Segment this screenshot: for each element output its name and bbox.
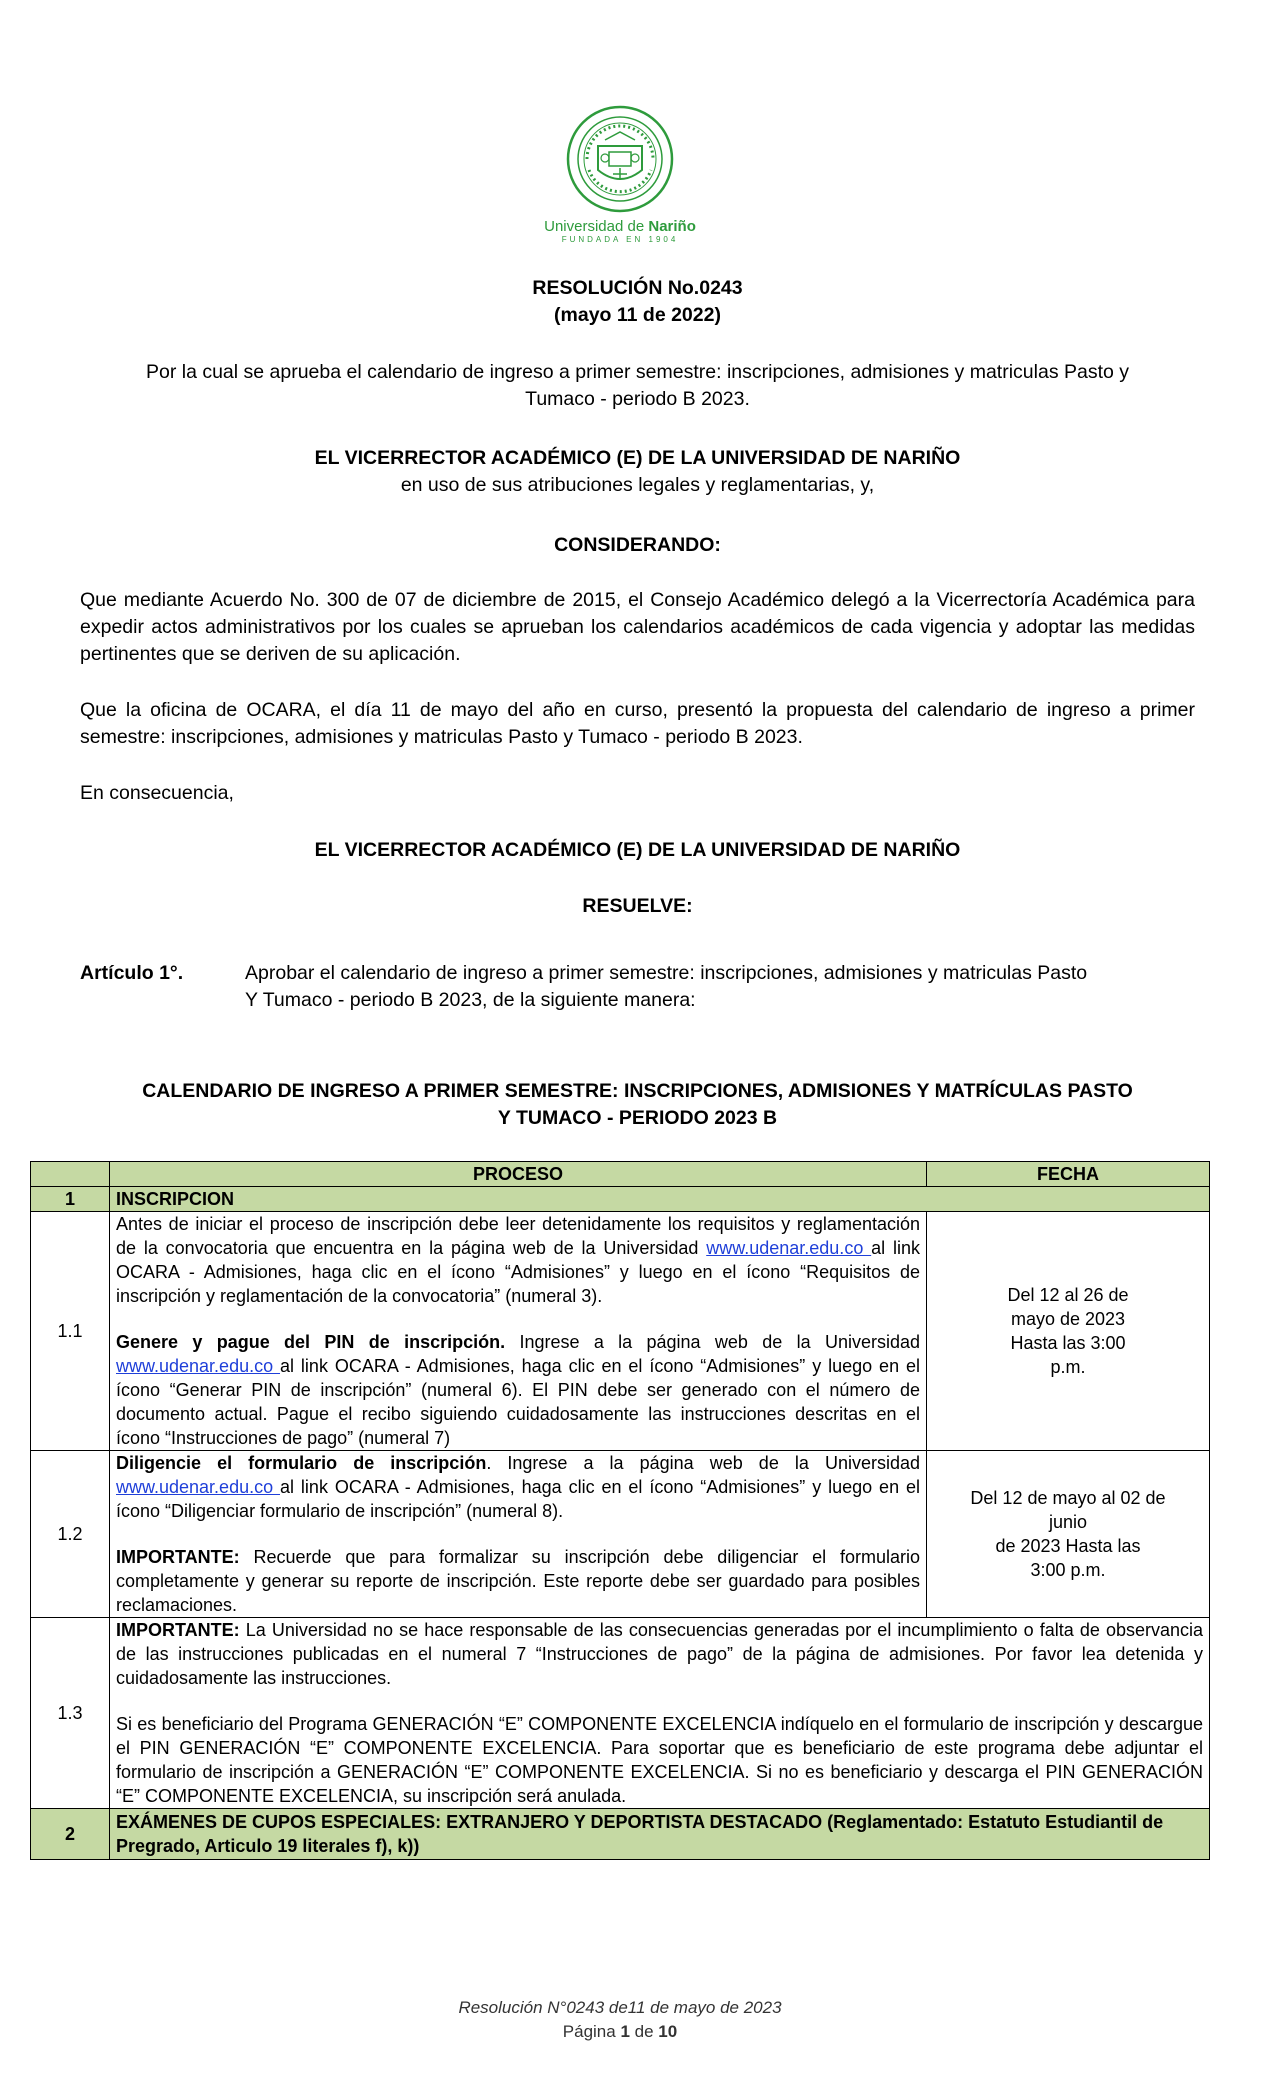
row-text: Ingrese a la página web de la Universidad	[505, 1332, 920, 1352]
article-label: Artículo 1°.	[80, 962, 184, 984]
row-text: Si es beneficiario del Programa GENERACIÓN “E” COMPONENTE EXCELENCIA indíquelo en el formulario de inscripción y descargue el PIN GENERACIÓN “E” COMPONENTE EXCELENCIA. Para soportar que es beneficiario de este programa debe adjuntar el formulario de inscripción a GENERACIÓN “E” COMPONENTE EXCELENCIA. Si no es beneficiario y descarga el PIN GENERACIÓN “E” COMPONENTE EXCELENCIA, su inscripción será anulada.	[116, 1714, 1203, 1806]
date-line: Hasta las 3:00	[1010, 1333, 1126, 1353]
header-process: PROCESO	[110, 1162, 927, 1187]
authority-subtitle: en uso de sus atribuciones legales y reglamentarias, y,	[400, 474, 875, 496]
row-date	[927, 1212, 1210, 1451]
row-number: 1.1	[31, 1212, 110, 1451]
row-text: Antes de iniciar el proceso de inscripción debe leer detenidamente los requisitos y reglamentación de la convocatoria que encuentra en la página web de la Universidad	[116, 1214, 920, 1258]
date-line: de 2023 Hasta las	[995, 1536, 1141, 1556]
calendar-table	[30, 1161, 1210, 1860]
university-link[interactable]: www.udenar.edu.co	[116, 1477, 281, 1497]
authority-title-2: EL VICERRECTOR ACADÉMICO (E) DE LA UNIVERSIDAD DE NARIÑO	[314, 839, 961, 861]
calendar-title-line-2: Y TUMACO - PERIODO 2023 B	[497, 1107, 778, 1129]
row-text: al link OCARA - Admisiones, haga clic en el ícono “Admisiones” y luego en el ícono “Requisitos de inscripción y reglamentación de la convocatoria” (numeral 3).	[116, 1238, 920, 1306]
authority-block	[80, 445, 1195, 499]
purpose-line-1: Por la cual se aprueba el calendario de ingreso a primer semestre: inscripciones, admisiones y matriculas Pasto y	[145, 361, 1130, 383]
logo-founded: FUNDADA EN 1904	[561, 235, 679, 244]
paragraph-2: Que la oficina de OCARA, el día 11 de mayo del año en curso, presentó la propuesta del calendario de ingreso a primer semestre: inscripciones, admisiones y matriculas Pasto y Tumaco - periodo B 2023.	[80, 699, 1195, 748]
article-text	[245, 960, 1195, 1014]
page-prefix: Página	[562, 2022, 621, 2041]
row-process	[110, 1212, 927, 1451]
section-title: EXÁMENES DE CUPOS ESPECIALES: EXTRANJERO Y DEPORTISTA DESTACADO (Reglamentado: Estatuto Estudiantil de Pregrado, Articulo 19 literales f), k))	[110, 1809, 1210, 1860]
row-text: La Universidad no se hace responsable de las consecuencias generadas por el incumplimiento o falta de observancia de las instrucciones publicadas en el numeral 7 “Instrucciones de pago” de la página de admisiones. Por favor lea detenida y cuidadosamente las instrucciones.	[116, 1620, 1203, 1688]
date-line: Del 12 al 26 de	[1007, 1285, 1129, 1305]
page-mid: de	[629, 2022, 659, 2041]
university-logo	[0, 104, 1240, 244]
resolution-number: RESOLUCIÓN No.0243	[532, 277, 743, 299]
date-line: junio	[1048, 1512, 1088, 1532]
row-bold-text: Diligencie el formulario de inscripción	[116, 1453, 487, 1473]
section-row-1	[31, 1187, 1210, 1212]
page-footer	[0, 1996, 1240, 2044]
article-line-1: Aprobar el calendario de ingreso a primer semestre: inscripciones, admisiones y matriculas Pasto	[245, 962, 1088, 984]
resolution-title	[80, 275, 1195, 329]
row-process	[110, 1451, 927, 1618]
row-text: al link OCARA - Admisiones, haga clic en el ícono “Admisiones” y luego en el ícono “Diligenciar formulario de inscripción” (numeral 8).	[116, 1477, 920, 1521]
purpose-line-2: Tumaco - periodo B 2023.	[525, 388, 750, 410]
logo-wordmark	[0, 218, 1240, 235]
resolution-date: (mayo 11 de 2022)	[554, 304, 721, 326]
calendar-title	[100, 1078, 1175, 1132]
date-line: mayo de 2023	[1010, 1309, 1126, 1329]
article-1	[80, 960, 1195, 1014]
considerando-heading: CONSIDERANDO:	[554, 534, 721, 556]
footer-resolution: Resolución N°0243 de11 de mayo de 2023	[458, 1998, 782, 2017]
paragraph-3: En consecuencia,	[80, 782, 234, 804]
resuelve-heading: RESUELVE:	[582, 895, 693, 917]
article-line-2: Y Tumaco - periodo B 2023, de la siguiente manera:	[245, 989, 696, 1011]
current-page: 1	[620, 2022, 630, 2041]
logo-name-bold: Nariño	[648, 218, 696, 235]
authority-title: EL VICERRECTOR ACADÉMICO (E) DE LA UNIVERSIDAD DE NARIÑO	[314, 447, 961, 469]
section-number: 1	[31, 1187, 110, 1212]
logo-name-regular: Universidad de	[544, 218, 649, 235]
row-process	[110, 1618, 1210, 1809]
date-line: 3:00 p.m.	[1030, 1560, 1106, 1580]
row-number: 1.3	[31, 1618, 110, 1809]
row-date	[927, 1451, 1210, 1618]
table-row	[31, 1451, 1210, 1618]
table-row	[31, 1212, 1210, 1451]
university-seal-icon	[565, 104, 675, 214]
header-num-cell	[31, 1162, 110, 1187]
table-header-row	[31, 1162, 1210, 1187]
table-row	[31, 1618, 1210, 1809]
resolution-purpose	[80, 359, 1195, 413]
row-bold-text: IMPORTANTE:	[116, 1620, 240, 1640]
total-pages: 10	[658, 2022, 678, 2041]
row-text: Recuerde que para formalizar su inscripción debe diligenciar el formulario completamente y generar su reporte de inscripción. Este reporte debe ser guardado para posibles reclamaciones.	[116, 1547, 920, 1615]
row-number: 1.2	[31, 1451, 110, 1618]
row-text: . Ingrese a la página web de la Universidad	[486, 1453, 920, 1473]
date-line: p.m.	[1050, 1357, 1086, 1377]
section-number: 2	[31, 1809, 110, 1860]
section-row-2	[31, 1809, 1210, 1860]
footer-page-number	[0, 2020, 1240, 2044]
date-line: Del 12 de mayo al 02 de	[970, 1488, 1166, 1508]
header-date: FECHA	[927, 1162, 1210, 1187]
section-title: INSCRIPCION	[110, 1187, 1210, 1212]
row-bold-text: IMPORTANTE:	[116, 1547, 240, 1567]
university-link[interactable]: www.udenar.edu.co	[116, 1356, 281, 1376]
row-bold-text: Genere y pague del PIN de inscripción.	[116, 1332, 506, 1352]
row-text: al link OCARA - Admisiones, haga clic en el ícono “Admisiones” y luego en el ícono “Generar PIN de inscripción” (numeral 6). El PIN debe ser generado con el número de documento actual. Pague el recibo siguiendo cuidadosamente las instrucciones descritas en el ícono “Instrucciones de pago” (numeral 7)	[116, 1356, 920, 1448]
paragraph-1: Que mediante Acuerdo No. 300 de 07 de diciembre de 2015, el Consejo Académico delegó a la Vicerrectoría Académica para expedir actos administrativos por los cuales se aprueban los calendarios académicos de cada vigencia y adoptar las medidas pertinentes que se deriven de su aplicación.	[80, 589, 1195, 665]
university-link[interactable]: www.udenar.edu.co	[706, 1238, 872, 1258]
calendar-title-line-1: CALENDARIO DE INGRESO A PRIMER SEMESTRE: INSCRIPCIONES, ADMISIONES Y MATRÍCULAS PASTO	[142, 1080, 1133, 1102]
